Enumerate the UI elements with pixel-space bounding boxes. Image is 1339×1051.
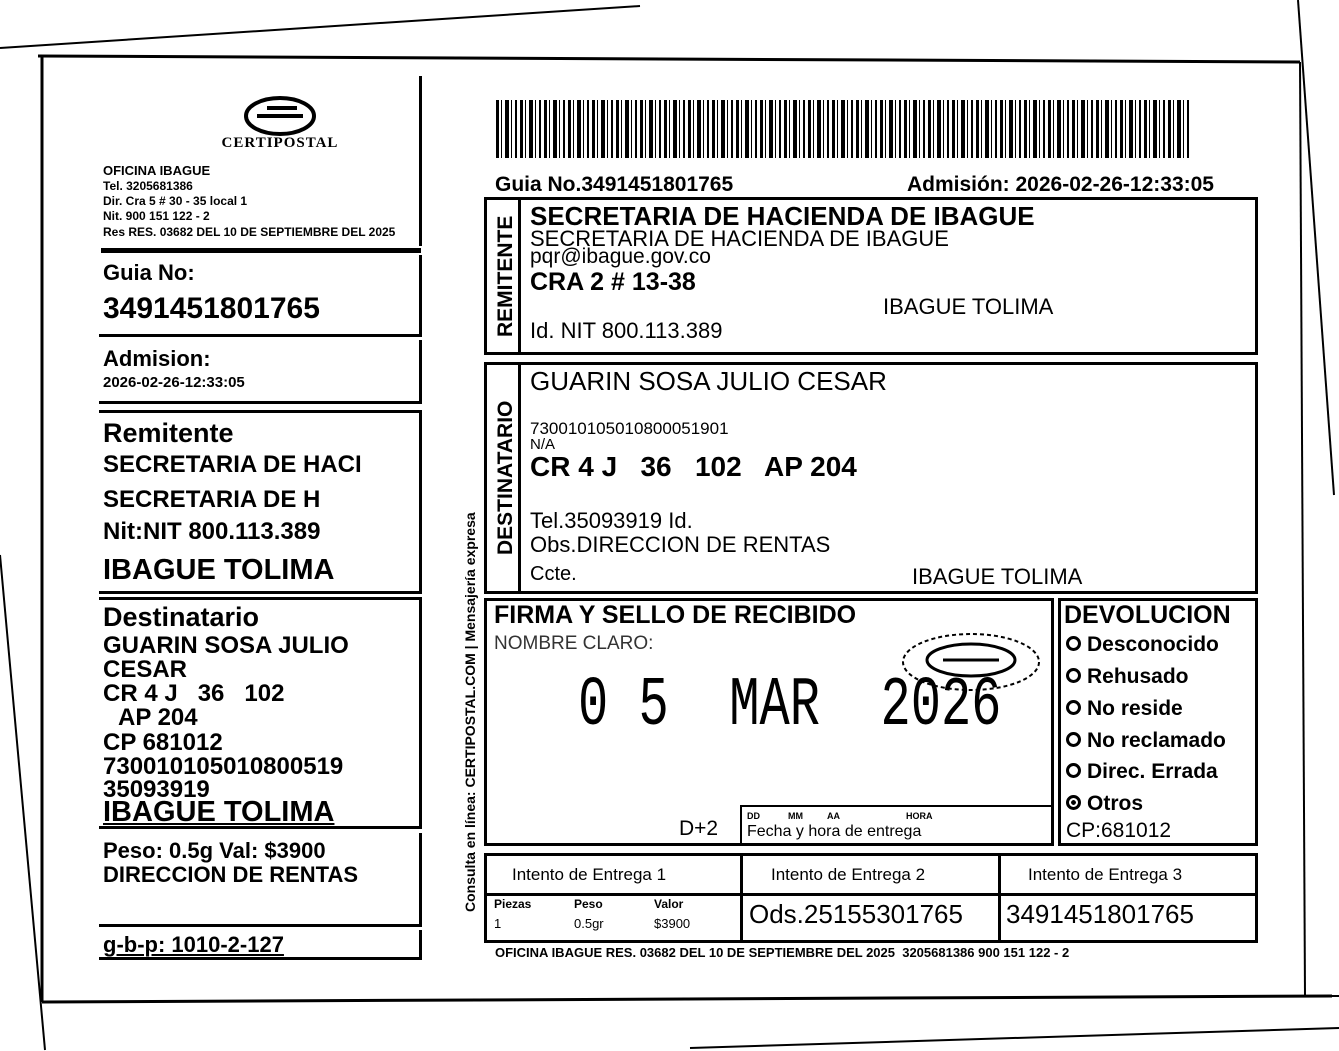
dest-address: CR 4 J 36 102 AP 204 <box>530 451 857 482</box>
office-dir: Dir. Cra 5 # 30 - 35 local 1 <box>103 194 248 208</box>
dev-option-no-reclamado[interactable]: No reclamado <box>1066 730 1226 751</box>
office-nit: Nit. 900 151 122 - 2 <box>103 209 210 223</box>
rem-city: IBAGUE TOLIMA <box>883 294 1054 319</box>
destinatario-tab: DESTINATARIO <box>494 400 517 556</box>
radio-icon <box>1066 763 1081 778</box>
left-outer-box <box>99 76 422 246</box>
firma-nombre: NOMBRE CLARO: <box>494 633 654 654</box>
barcode <box>496 100 1190 158</box>
side-text: Consulta en línea: CERTIPOSTAL.COM | Mensajería expresa <box>462 512 478 913</box>
ods-value: Ods.25155301765 <box>749 899 963 929</box>
footer-text: OFICINA IBAGUE RES. 03682 DEL 10 DE SEPTIEMBRE DEL 2025 3205681386 900 151 122 - 2 <box>495 945 1070 960</box>
dest-code: 730010105010800051901 <box>530 419 729 438</box>
dev-option-desconocido[interactable]: Desconocido <box>1066 634 1219 655</box>
remitente-tab: REMITENTE <box>494 215 517 337</box>
fecha-dd: DD <box>747 811 760 821</box>
left-rem-line1: SECRETARIA DE HACI <box>103 451 362 478</box>
intento-1: Intento de Entrega 1 <box>512 865 667 884</box>
dest-ccte: Ccte. <box>530 563 577 585</box>
dest-city: IBAGUE TOLIMA <box>912 564 1083 589</box>
rem-name: SECRETARIA DE HACIENDA DE IBAGUE <box>530 201 1035 231</box>
radio-icon <box>1066 636 1081 651</box>
valor-value: $3900 <box>654 916 691 931</box>
firma-title: FIRMA Y SELLO DE RECIBIDO <box>494 601 857 629</box>
dev-option-rehusado[interactable]: Rehusado <box>1066 666 1189 687</box>
header-admision: Admisión: 2026-02-26-12:33:05 <box>907 173 1214 196</box>
piezas-label: Piezas <box>494 897 532 911</box>
left-rem-city: IBAGUE TOLIMA <box>103 554 335 586</box>
dest-tel: Tel.35093919 Id. <box>530 508 693 533</box>
radio-icon <box>1066 732 1081 747</box>
left-peso: Peso: 0.5g Val: $3900 <box>103 838 326 863</box>
office-res: Res RES. 03682 DEL 10 DE SEPTIEMBRE DEL 2025 <box>103 225 396 239</box>
header-guia: Guia No.3491451801765 <box>495 173 734 196</box>
piezas-value: 1 <box>494 916 502 931</box>
left-gbp: g-b-p: 1010-2-127 <box>103 932 284 957</box>
dev-option-no-reside[interactable]: No reside <box>1066 698 1183 719</box>
peso-value: 0.5gr <box>574 916 604 931</box>
radio-icon <box>1066 700 1081 715</box>
intento-3: Intento de Entrega 3 <box>1028 865 1183 884</box>
brand-name: CERTIPOSTAL <box>221 135 339 151</box>
fecha-hora: HORA <box>906 811 933 821</box>
dplus: D+2 <box>679 817 719 840</box>
dest-obs: Obs.DIRECCION DE RENTAS <box>530 532 831 557</box>
left-dest-addr1: CR 4 J 36 102 <box>103 680 285 707</box>
left-admision-value: 2026-02-26-12:33:05 <box>103 374 245 391</box>
left-admision-label: Admision: <box>103 346 211 371</box>
dev-option-otros[interactable]: Otros <box>1066 793 1143 814</box>
guia-box-value: 3491451801765 <box>1006 899 1194 929</box>
office-tel: Tel. 3205681386 <box>103 179 193 193</box>
radio-checked-icon <box>1066 795 1081 810</box>
left-obs: DIRECCION DE RENTAS <box>103 862 359 887</box>
left-dest-addr2: AP 204 <box>118 704 198 731</box>
fecha-mm: MM <box>788 811 803 821</box>
left-rem-line2: SECRETARIA DE H <box>103 486 321 513</box>
devolucion-cp: CP:681012 <box>1066 819 1172 842</box>
peso-label: Peso <box>574 897 603 911</box>
rem-id: Id. NIT 800.113.389 <box>530 318 723 343</box>
left-remitente-label: Remitente <box>103 418 234 448</box>
fecha-aa: AA <box>827 811 840 821</box>
valor-label: Valor <box>654 897 684 911</box>
fecha-label: Fecha y hora de entrega <box>747 823 922 840</box>
left-rem-nit: Nit:NIT 800.113.389 <box>103 518 321 545</box>
left-guia-value: 3491451801765 <box>103 292 320 325</box>
left-dest-name2: CESAR <box>103 656 188 683</box>
left-dest-city: IBAGUE TOLIMA <box>103 796 335 828</box>
rem-email: pqr@ibague.gov.co <box>530 245 711 268</box>
left-dest-cp: CP 681012 <box>103 729 223 756</box>
left-dest-name1: GUARIN SOSA JULIO <box>103 632 349 659</box>
rem-name2: SECRETARIA DE HACIENDA DE IBAGUE <box>530 226 949 251</box>
left-dest-tel: 35093919 <box>103 776 210 803</box>
left-guia-label: Guia No: <box>103 260 195 285</box>
left-dest-label: Destinatario <box>103 602 260 632</box>
left-dest-code: 730010105010800519 <box>103 753 344 780</box>
intento-2: Intento de Entrega 2 <box>771 865 926 884</box>
dev-option-direc-errada[interactable]: Direc. Errada <box>1066 761 1218 782</box>
stamp-date: 0 5 MAR 2026 <box>578 667 1002 746</box>
devolucion-title: DEVOLUCION <box>1064 601 1231 629</box>
rem-address: CRA 2 # 13-38 <box>530 268 696 296</box>
dest-na: N/A <box>530 436 556 453</box>
dest-name: GUARIN SOSA JULIO CESAR <box>530 366 887 396</box>
office-name: OFICINA IBAGUE <box>103 163 211 178</box>
radio-icon <box>1066 668 1081 683</box>
